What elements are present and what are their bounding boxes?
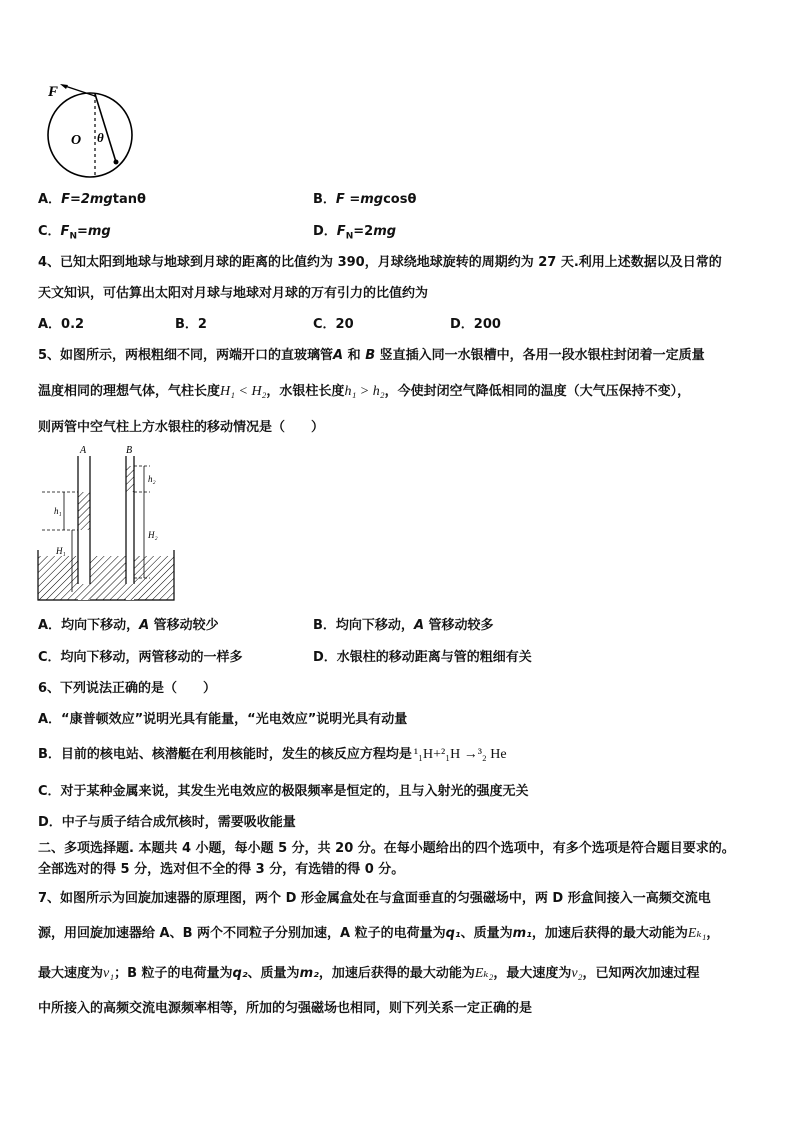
q6-option-c[interactable]: C．对于某种金属来说，其发生光电效应的极限频率是恒定的，且与入射光的强度无关	[38, 784, 529, 799]
q4-option-c[interactable]: C．20	[313, 317, 354, 332]
q6-stem: 6、下列说法正确的是（ ）	[38, 681, 217, 696]
q4-stem-line2: 天文知识，可估算出太阳对月球与地球对月球的万有引力的比值约为	[38, 286, 429, 301]
q7-stem-line4: 中所接入的高频交流电源频率相等，所加的匀强磁场也相同，则下列关系一定正确的是	[38, 1001, 533, 1016]
q5-stem-line1: 5、如图所示，两根粗细不同，两端开口的直玻璃管A 和 B 竖直插入同一水银槽中，各用一段水银柱封闭着一定质量	[38, 348, 705, 363]
q5-option-d[interactable]: D．水银柱的移动距离与管的粗细有关	[313, 650, 532, 665]
q7-stem-line3: 最大速度为v₁；B 粒子的电荷量为q₂、质量为m₂，加速后获得的最大动能为Eₖ₂，最大速度为v₂，已知两次加速过程	[38, 966, 700, 981]
q7-stem-line1: 7、如图所示为回旋加速器的原理图，两个 D 形金属盒处在与盒面垂直的匀强磁场中，两 D 形盒间接入一高频交流电	[38, 891, 711, 906]
q5-stem-line2: 温度相同的理想气体，气柱长度H₁ < H₂，水银柱长度h₁ > h₂，今使封闭空气降低相同的温度（大气压保持不变），	[38, 384, 691, 399]
q6-option-b[interactable]: B．目前的核电站、核潜艇在利用核能时，发生的核反应方程均是 ¹₁H+²₁H →³₂ He	[38, 747, 507, 762]
q6-option-a[interactable]: A．“康普顿效应”说明光具有能量，“光电效应”说明光具有动量	[38, 712, 408, 727]
label-h1: h₁	[54, 506, 62, 516]
tube-a-mercury-column	[78, 492, 90, 530]
section2-instructions-line1: 二、多项选择题. 本题共 4 小题，每小题 5 分，共 20 分。在每小题给出的四个选项中，有多个选项是符合题目要求的。	[38, 841, 735, 856]
q3-option-a[interactable]: A．F=2mgtanθ	[38, 192, 146, 207]
mercury-trough	[38, 556, 174, 600]
q3-option-d[interactable]: D．$F_N=2mg$	[313, 224, 397, 242]
q5-option-a[interactable]: A．均向下移动，A 管移动较少	[38, 618, 219, 633]
q5-stem-line3: 则两管中空气柱上方水银柱的移动情况是（ ）	[38, 420, 325, 435]
q4-option-a[interactable]: A．0.2	[38, 317, 85, 332]
q7-stem-line2: 源，用回旋加速器给 A、B 两个不同粒子分别加速，A 粒子的电荷量为q₁、质量为m₁，加速后获得的最大动能为Eₖ₁，	[38, 926, 720, 941]
q4-option-b[interactable]: B．2	[175, 317, 207, 332]
label-F: F	[48, 84, 59, 100]
q6-option-d[interactable]: D．中子与质子结合成氘核时，需要吸收能量	[38, 815, 296, 830]
label-H2: H₂	[148, 530, 158, 540]
label-tube-a: A	[80, 445, 87, 456]
q5-option-b[interactable]: B．均向下移动，A 管移动较多	[313, 618, 494, 633]
circle	[48, 93, 132, 177]
label-h2: h₂	[148, 474, 156, 484]
label-tube-b: B	[126, 445, 133, 456]
tube-b-mercury-column	[126, 466, 134, 492]
q5-option-c[interactable]: C．均向下移动，两管移动的一样多	[38, 650, 243, 665]
section2-instructions-line2: 全部选对的得 5 分，选对但不全的得 3 分，有选错的得 0 分。	[38, 862, 405, 877]
label-O: O	[71, 133, 82, 148]
q4-stem-line1: 4、已知太阳到地球与地球到月球的距离的比值约为 390，月球绕地球旋转的周期约为 27 天.利用上述数据以及日常的	[38, 255, 722, 270]
q3-option-c[interactable]: C．$F_N=mg$	[38, 224, 111, 242]
label-theta: θ	[97, 130, 104, 145]
label-H1: H₁	[56, 546, 66, 556]
circle-force-figure	[40, 80, 140, 180]
q4-option-d[interactable]: D．200	[450, 317, 501, 332]
q3-option-b[interactable]: B．F =mgcosθ	[313, 192, 417, 207]
mercury-tubes-figure	[34, 442, 179, 604]
rod	[95, 94, 116, 162]
